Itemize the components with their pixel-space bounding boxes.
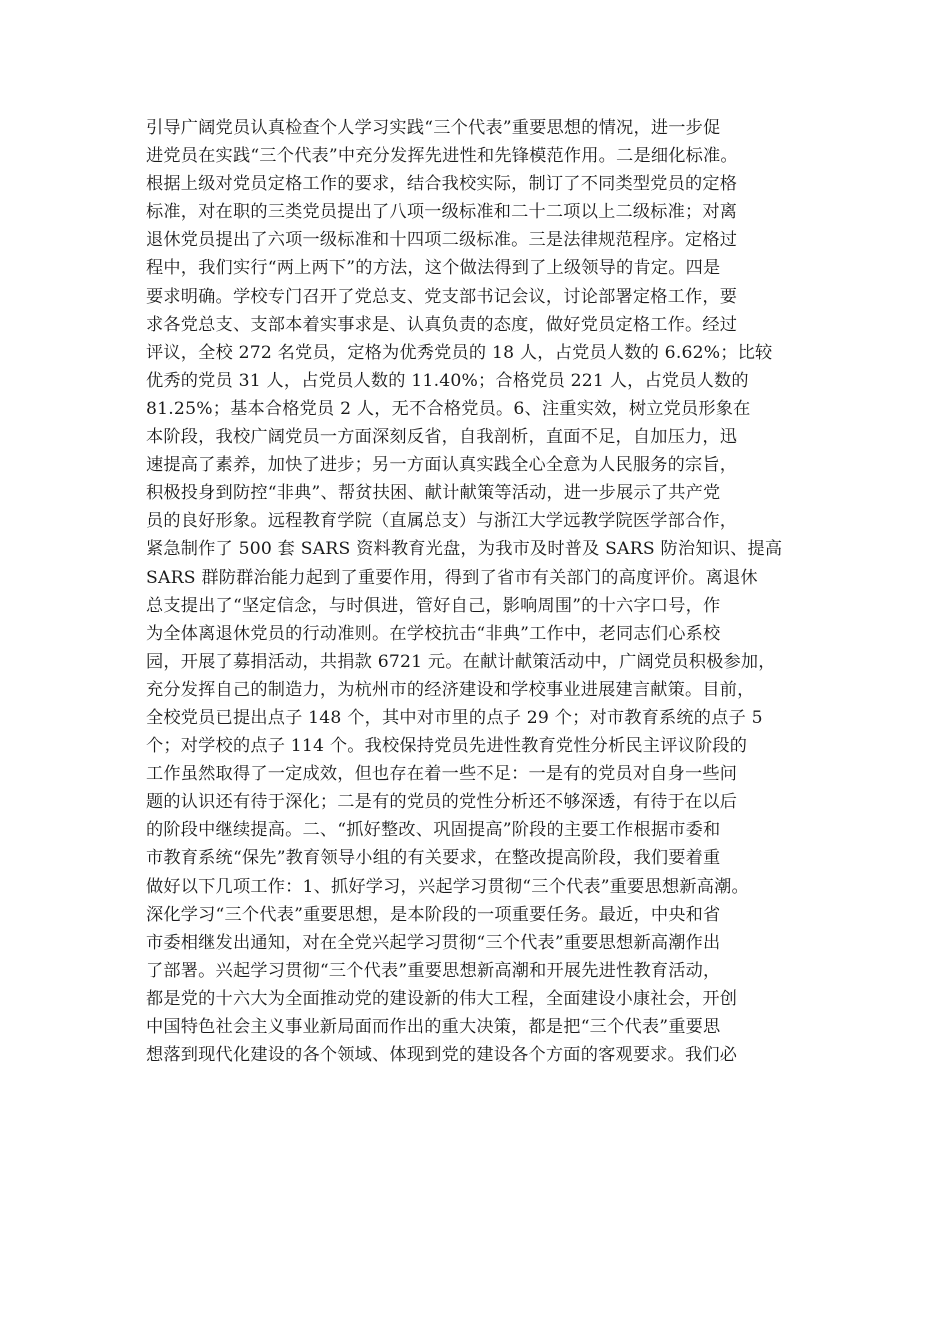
text-line: 根据上级对党员定格工作的要求，结合我校实际，制订了不同类型党员的定格 <box>146 174 738 195</box>
text-line: 速提高了素养，加快了进步；另一方面认真实践全心全意为人民服务的宗旨， <box>146 455 738 476</box>
text-line: 个；对学校的点子 114 个。我校保持党员先进性教育党性分析民主评议阶段的 <box>146 736 748 757</box>
text-line: 求各党总支、支部本着实事求是、认真负责的态度，做好党员定格工作。经过 <box>146 314 738 335</box>
text-line: 引导广阔党员认真检查个人学习实践“三个代表”重要思想的情况，进一步促 <box>146 118 721 138</box>
text-line: 程中，我们实行“两上两下”的方法，这个做法得到了上级领导的肯定。四是 <box>146 258 721 279</box>
text-line: 退休党员提出了六项一级标准和十四项二级标准。三是法律规范程序。定格过 <box>146 230 738 251</box>
text-line: 本阶段，我校广阔党员一方面深刻反省，自我剖析，直面不足，自加压力，迅 <box>146 427 738 448</box>
text-line: 工作虽然取得了一定成效，但也存在着一些不足：一是有的党员对自身一些问 <box>146 764 738 785</box>
text-line: 要求明确。学校专门召开了党总支、党支部书记会议，讨论部署定格工作，要 <box>146 286 738 307</box>
text-line: 题的认识还有待于深化；二是有的党员的党性分析还不够深透，有待于在以后 <box>146 792 738 813</box>
text-line: 做好以下几项工作：1、抓好学习，兴起学习贯彻“三个代表”重要思想新高潮。 <box>146 876 749 897</box>
text-line: 市教育系统“保先”教育领导小组的有关要求，在整改提高阶段，我们要着重 <box>146 848 721 869</box>
text-line: 深化学习“三个代表”重要思想，是本阶段的一项重要任务。最近，中央和省 <box>146 904 721 925</box>
text-line: 紧急制作了 500 套 SARS 资料教育光盘，为我市及时普及 SARS 防治知识、提高 <box>146 539 783 560</box>
text-line: 总支提出了“坚定信念，与时俱进，管好自己，影响周围”的十六字口号，作 <box>146 595 721 616</box>
text-line: 81.25%；基本合格党员 2 人，无不合格党员。6、注重实效，树立党员形象在 <box>146 398 751 419</box>
text-line: 想落到现代化建设的各个领域、体现到党的建设各个方面的客观要求。我们必 <box>146 1045 738 1066</box>
text-line: SARS 群防群治能力起到了重要作用，得到了省市有关部门的高度评价。离退休 <box>146 567 758 588</box>
body-text <box>146 114 826 1069</box>
text-line: 了部署。兴起学习贯彻“三个代表”重要思想新高潮和开展先进性教育活动， <box>146 960 721 981</box>
text-line: 市委相继发出通知，对在全党兴起学习贯彻“三个代表”重要思想新高潮作出 <box>146 932 721 953</box>
text-line: 全校党员已提出点子 148 个，其中对市里的点子 29 个；对市教育系统的点子 5 <box>146 707 763 728</box>
text-line: 的阶段中继续提高。二、“抓好整改、巩固提高”阶段的主要工作根据市委和 <box>146 820 721 841</box>
text-line: 都是党的十六大为全面推动党的建设新的伟大工程，全面建设小康社会，开创 <box>146 988 738 1009</box>
text-line: 中国特色社会主义事业新局面而作出的重大决策，都是把“三个代表”重要思 <box>146 1017 721 1037</box>
text-line: 积极投身到防控“非典”、帮贫扶困、献计献策等活动，进一步展示了共产党 <box>146 483 721 504</box>
text-line: 园，开展了募捐活动，共捐款 6721 元。在献计献策活动中，广阔党员积极参加， <box>146 651 776 672</box>
text-line: 为全体离退休党员的行动准则。在学校抗击“非典”工作中，老同志们心系校 <box>146 623 721 644</box>
text-line: 进党员在实践“三个代表”中充分发挥先进性和先锋模范作用。二是细化标准。 <box>146 146 738 167</box>
text-line: 优秀的党员 31 人，占党员人数的 11.40%；合格党员 221 人，占党员人数的 <box>146 370 749 391</box>
text-line: 评议，全校 272 名党员，定格为优秀党员的 18 人，占党员人数的 6.62%；比较 <box>146 342 773 363</box>
text-line: 员的良好形象。远程教育学院（直属总支）与浙江大学远教学院医学部合作， <box>146 511 738 532</box>
text-line: 充分发挥自己的制造力，为杭州市的经济建设和学校事业进展建言献策。目前， <box>146 679 755 700</box>
text-line: 标准，对在职的三类党员提出了八项一级标准和二十二项以上二级标准；对离 <box>146 202 738 223</box>
